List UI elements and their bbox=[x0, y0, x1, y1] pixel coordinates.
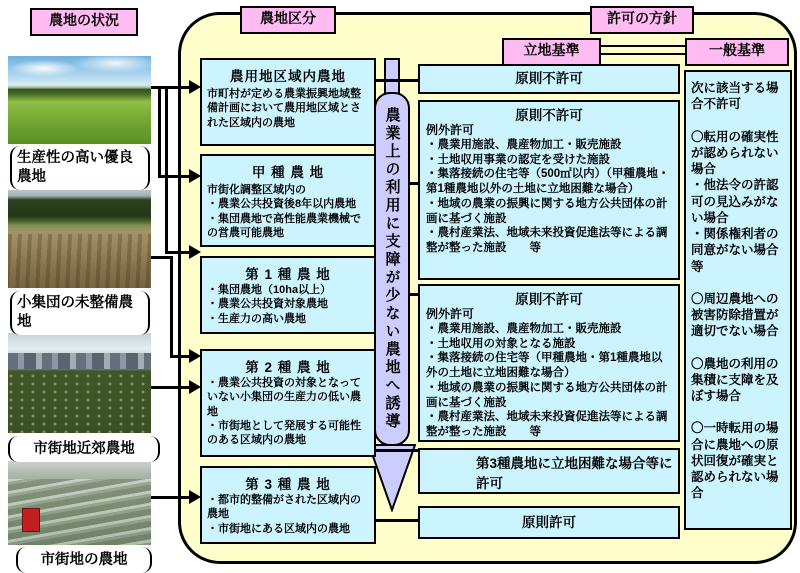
class-box-bullets bbox=[202, 283, 374, 326]
list-item: ・農業公共投資後8年以内農地 bbox=[207, 198, 357, 211]
list-item: 次に該当する場合不許可 bbox=[691, 81, 779, 112]
list-item: ・地域の農業の振興に関する地方公共団体の計画に基づく施設 bbox=[426, 381, 668, 409]
list-item: ・農村産業法、地域未来投資促進法等による調整が整った施設 等 bbox=[426, 411, 668, 439]
connector-photo1-class2 bbox=[158, 86, 161, 178]
list-item: 等 bbox=[691, 259, 704, 274]
list-item: 〇一時転用の場合に農地への原状回復が確実と認められない場合 bbox=[691, 421, 779, 501]
general-standard-box bbox=[684, 70, 792, 530]
connector-photo1-class3 bbox=[165, 86, 168, 254]
class-box-body: 市街化調整区域内の bbox=[207, 184, 306, 196]
class-box-bullets bbox=[202, 493, 374, 536]
permission-box-principle-allowed bbox=[418, 506, 680, 539]
exception-subtitle: 例外許可 bbox=[426, 123, 475, 137]
farmland-status-label: 農地の状況 bbox=[30, 8, 138, 36]
list-item: ・農業公共投資対象農地 bbox=[207, 298, 328, 311]
permission-title: 原則不許可 bbox=[515, 108, 583, 123]
list-item: ・地域の農業の振興に関する地方公共団体の計画に基づく施設 bbox=[426, 197, 668, 225]
permission-box-principle-denied-1 bbox=[418, 64, 680, 94]
class-box-title: 第 2 種 農 地 bbox=[245, 360, 331, 375]
permission-title: 原則不許可 bbox=[515, 292, 583, 307]
guidance-arrow-label bbox=[374, 92, 410, 446]
exception-list bbox=[420, 138, 678, 256]
list-item: ・土地収用の対象となる施設 bbox=[426, 337, 576, 350]
list-item: ・市街地にある区域内の農地 bbox=[207, 522, 350, 535]
list-item: ・農村産業法、地域未来投資促進法等による調整が整った施設 等 bbox=[426, 227, 668, 255]
list-item: ・他法令の許認可の見込みがない場合 bbox=[691, 178, 779, 225]
list-item bbox=[691, 404, 785, 420]
photo-label-small-cluster: 小集団の未整備農地 bbox=[10, 291, 150, 335]
class-box-title: 第 3 種 農 地 bbox=[245, 477, 331, 492]
list-item: ・市街地として発展する可能性のある区域内の農地 bbox=[207, 419, 361, 447]
list-item: ・農業公共投資の対象となっていない小集団の生産力の低い農地 bbox=[207, 377, 361, 418]
connector-photo2-class4 bbox=[170, 355, 191, 358]
class-box-type1 bbox=[200, 256, 376, 334]
photo-label-urban: 市街地の農地 bbox=[16, 547, 152, 573]
list-item: ・農業用施設、農産物加工・販売施設 bbox=[426, 139, 622, 151]
list-item: 〇転用の確実性が認められない場合 bbox=[691, 129, 779, 176]
location-standard-label: 立地基準 bbox=[502, 38, 601, 66]
class-box-bullets bbox=[202, 376, 374, 447]
farmland-class-label: 農地区分 bbox=[240, 6, 336, 34]
connector-photo1-class3 bbox=[165, 251, 191, 254]
double-connector-line bbox=[597, 45, 685, 55]
class-box-title: 農用地区域内農地 bbox=[230, 69, 346, 84]
class-box-title: 甲 種 農 地 bbox=[251, 165, 325, 180]
exception-subtitle: 例外許可 bbox=[426, 307, 475, 321]
permission-title: 原則不許可 bbox=[515, 71, 583, 86]
permit-policy-label: 許可の方針 bbox=[590, 6, 694, 34]
list-item bbox=[691, 113, 785, 129]
list-item: ・集落接続の住宅等（500㎡以内）（甲種農地・第1種農地以外の土地に立地困難な場合） bbox=[426, 168, 670, 196]
class-box-agricultural-zone bbox=[200, 58, 376, 146]
exception-list bbox=[420, 322, 678, 440]
general-standard-label: 一般基準 bbox=[685, 38, 789, 66]
list-item: ・生産力の高い農地 bbox=[207, 312, 306, 325]
connector-photo4-class5 bbox=[151, 496, 191, 499]
guidance-arrow-text: 農業上の利用に支障が少ない農地へ誘導 bbox=[383, 107, 401, 431]
list-item bbox=[691, 340, 785, 356]
permission-title: 原則許可 bbox=[522, 515, 576, 530]
permission-box-principle-denied-2 bbox=[418, 100, 680, 280]
photo-unmaintained-field bbox=[8, 190, 151, 288]
permission-box-type3-difficult bbox=[418, 448, 680, 494]
photo-urban-farmland bbox=[8, 461, 151, 545]
photo-label-productive: 生産性の高い優良農地 bbox=[10, 146, 150, 190]
connector-photo1-class1 bbox=[151, 86, 191, 89]
connector-photo2-class4 bbox=[170, 256, 173, 358]
list-item: ・集団農地で高性能農業機械での営農可能農地 bbox=[207, 212, 361, 239]
list-item: 〇周辺農地への被害防除措置が適切でない場合 bbox=[691, 291, 779, 339]
class-box-type2 bbox=[200, 349, 376, 457]
photo-label-suburban: 市街地近郊農地 bbox=[8, 436, 160, 462]
connector-class1-permission1 bbox=[371, 79, 420, 82]
list-item: ・農業用施設、農産物加工・販売施設 bbox=[426, 323, 622, 335]
class-box-kou-type bbox=[200, 154, 376, 247]
connector-class4-permission4 bbox=[371, 449, 420, 452]
permission-title: 第3種農地に立地困難な場合等に許可 bbox=[476, 456, 673, 491]
class-box-type3 bbox=[200, 466, 376, 544]
list-item: ・集団農地（10ha以上） bbox=[207, 284, 332, 296]
connector-class5-permission5 bbox=[371, 519, 420, 522]
list-item: ・関係権利者の同意がない場合 bbox=[691, 227, 779, 258]
connector-photo1-class2 bbox=[158, 175, 191, 178]
list-item: ・土地収用事業の認定を受けた施設 bbox=[426, 153, 610, 166]
list-item bbox=[691, 275, 785, 291]
list-item: ・都市的整備がされた区域内の農地 bbox=[207, 494, 361, 521]
connector-photo3-class4 bbox=[151, 386, 191, 389]
class-box-bullets bbox=[202, 197, 374, 240]
permission-box-principle-denied-3 bbox=[418, 284, 680, 442]
class-box-body: 市町村が定める農業振興地域整備計画において農用地区域とされた区域内の農地 bbox=[207, 88, 361, 129]
photo-suburban-farmland bbox=[8, 333, 151, 433]
photo-rice-paddy bbox=[8, 56, 151, 144]
list-item: 〇農地の利用の集積に支障を及ぼす場合 bbox=[691, 356, 779, 403]
list-item: ・集落接続の住宅等（甲種農地・第1種農地以外の土地に立地困難な場合） bbox=[426, 352, 663, 380]
general-standard-lines bbox=[691, 80, 785, 502]
class-box-title: 第 1 種 農 地 bbox=[245, 267, 331, 282]
